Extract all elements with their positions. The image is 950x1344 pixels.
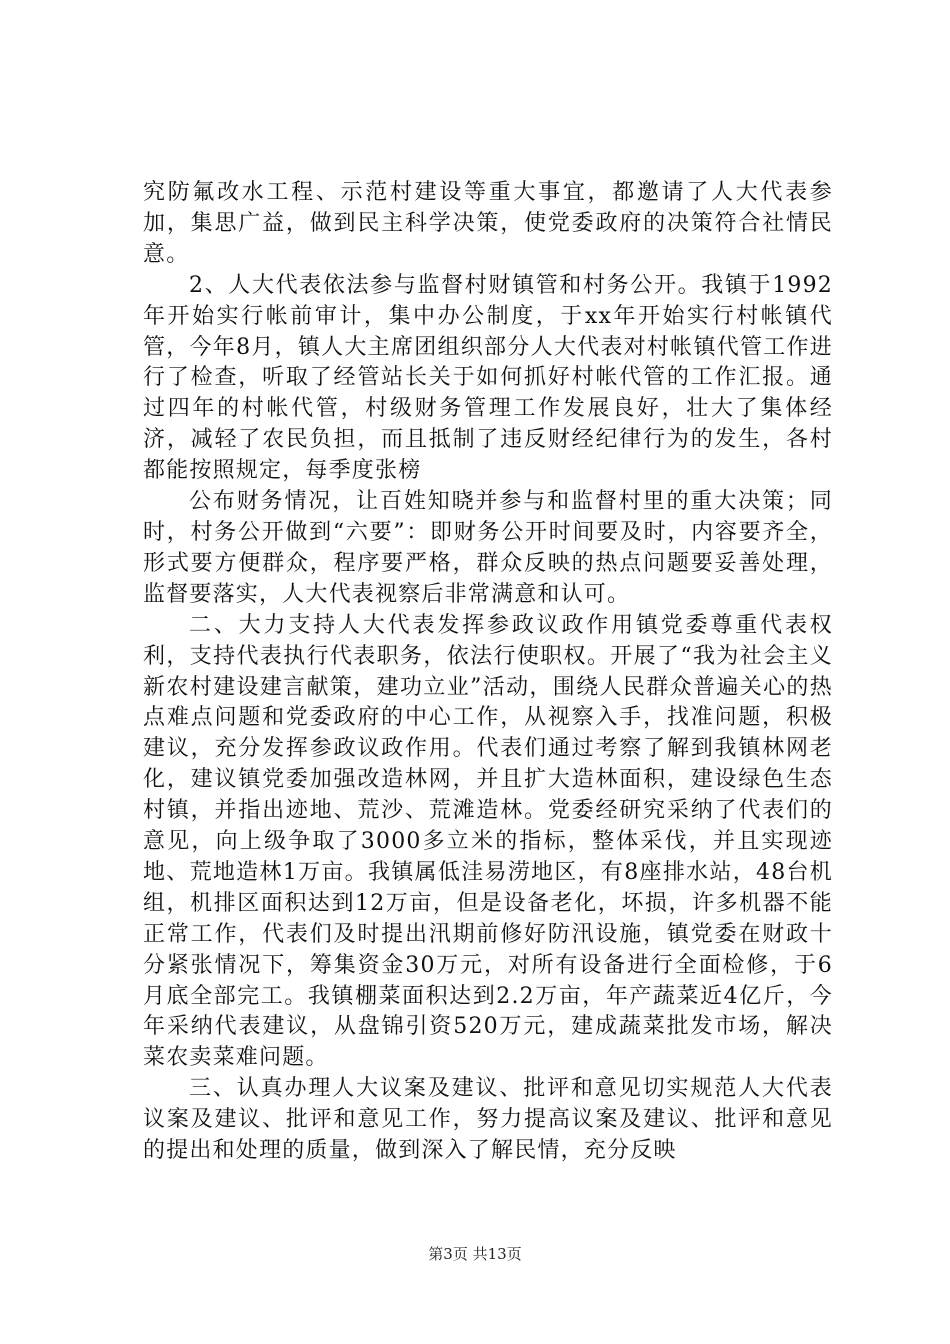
paragraph-4: 二、大力支持人大代表发挥参政议政作用镇党委尊重代表权利，支持代表执行代表职务，依法行使职权。开展了“我为社会主义新农村建设建言献策，建功立业”活动，围绕人民群众普遍关心的热点难点问题和党委政府的中心工作，从视察入手，找准问题，积极建议，充分发挥参政议政作用。代表们通过考察了解到我镇林网老化，建议镇党委加强改造林网，并且扩大造林面积，建设绿色生态村镇，并指出迹地、荒沙、荒滩造林。党委经研究采纳了代表们的意见，向上级争取了3000多立米的指标，整体采伐，并且实现迹地、荒地造林1万亩。我镇属低洼易涝地区，有8座排水站，48台机组，机排区面积达到12万亩，但是设备老化，坏损，许多机器不能正常工作，代表们及时提出汛期前修好防汛设施，镇党委在财政十分紧张情况下，筹集资金30万元，对所有设备进行全面检修，于6月底全部完工。我镇棚菜面积达到2.2万亩，年产蔬菜近4亿斤，今年采纳代表建议，从盘锦引资520万元，建成蔬菜批发市场，解决菜农卖菜难问题。 xyxy=(143,612,833,1071)
page-footer: 第3页 共13页 xyxy=(428,1245,522,1263)
paragraph-5: 三、认真办理人大议案及建议、批评和意见切实规范人大代表议案及建议、批评和意见工作，努力提高议案及建议、批评和意见的提出和处理的质量，做到深入了解民情，充分反映 xyxy=(143,1076,833,1164)
document-body xyxy=(143,178,833,1167)
paragraph-2: 2、人大代表依法参与监督村财镇管和村务公开。我镇于1992年开始实行帐前审计，集中办公制度，于xx年开始实行村帐镇代管，今年8月，镇人大主席团组织部分人大代表对村帐镇代管工作进行了检查，听取了经管站长关于如何抓好村帐代管的工作汇报。通过四年的村帐代管，村级财务管理工作发展良好，壮大了集体经济，减轻了农民负担，而且抵制了违反财经纪律行为的发生，各村都能按照规定，每季度张榜 xyxy=(143,272,833,484)
paragraph-3: 公布财务情况，让百姓知晓并参与和监督村里的重大决策；同时，村务公开做到“六要”：即财务公开时间要及时，内容要齐全，形式要方便群众，程序要严格，群众反映的热点问题要妥善处理，监督要落实，人大代表视察后非常满意和认可。 xyxy=(143,489,833,607)
paragraph-1: 究防氟改水工程、示范村建设等重大事宜，都邀请了人大代表参加，集思广益，做到民主科学决策，使党委政府的决策符合社情民意。 xyxy=(143,180,833,267)
